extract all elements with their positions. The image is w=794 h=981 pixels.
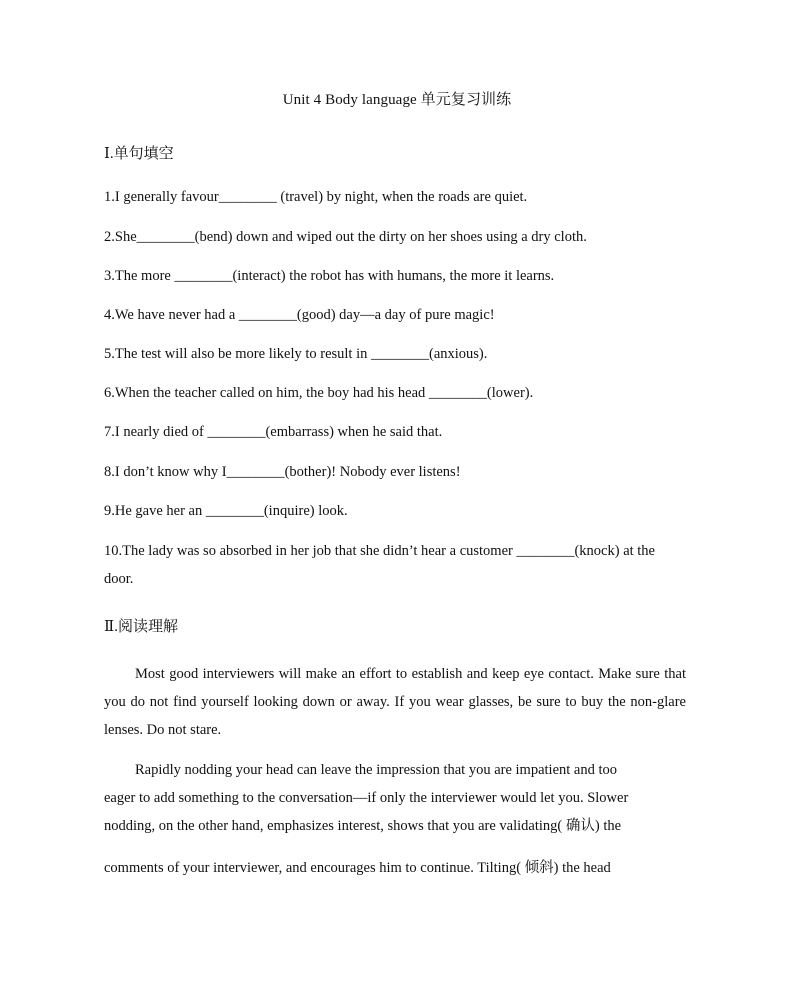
question-10: 10.The lady was so absorbed in her job that she didn’t hear a customer ________(knock) at the door. <box>104 543 655 587</box>
question-8: 8.I don’t know why I________(bother)! Nobody ever listens! <box>104 464 461 480</box>
question-5: 5.The test will also be more likely to result in ________(anxious). <box>104 346 488 362</box>
question-4: 4.We have never had a ________(good) day—a day of pure magic! <box>104 307 495 323</box>
passage-paragraph-1 <box>104 660 686 744</box>
passage-paragraph-2-line: Rapidly nodding your head can leave the impression that you are impatient and too <box>135 762 617 778</box>
section-heading-reading: Ⅱ.阅读理解 <box>104 619 178 635</box>
page-title: Unit 4 Body language 单元复习训练 <box>282 92 512 108</box>
question-3: 3.The more ________(interact) the robot has with humans, the more it learns. <box>104 268 555 284</box>
question-7: 7.I nearly died of ________(embarrass) when he said that. <box>104 424 443 440</box>
section-heading-fill-in: Ⅰ.单句填空 <box>104 146 174 162</box>
question-1: 1.I generally favour________ (travel) by night, when the roads are quiet. <box>104 189 528 205</box>
question-2: 2.She________(bend) down and wiped out the dirty on her shoes using a dry cloth. <box>104 229 587 245</box>
question-9: 9.He gave her an ________(inquire) look. <box>104 503 348 519</box>
passage-paragraph-2-line: nodding, on the other hand, emphasizes interest, shows that you are validating( 确认) the <box>104 818 622 834</box>
question-6: 6.When the teacher called on him, the boy had his head ________(lower). <box>104 385 534 401</box>
passage-paragraph-1-text: Most good interviewers will make an effort to establish and keep eye contact. Make sure that you do not find yourself looking down or away. If you wear glasses, be sure to buy the non-glare lenses. Do not stare. <box>104 666 686 738</box>
passage-paragraph-2-line: eager to add something to the conversation—if only the interviewer would let you. Slower <box>104 790 629 806</box>
passage-paragraph-2-line: comments of your interviewer, and encourages him to continue. Tilting( 倾斜) the head <box>104 860 611 876</box>
passage-paragraph-2 <box>104 756 686 882</box>
